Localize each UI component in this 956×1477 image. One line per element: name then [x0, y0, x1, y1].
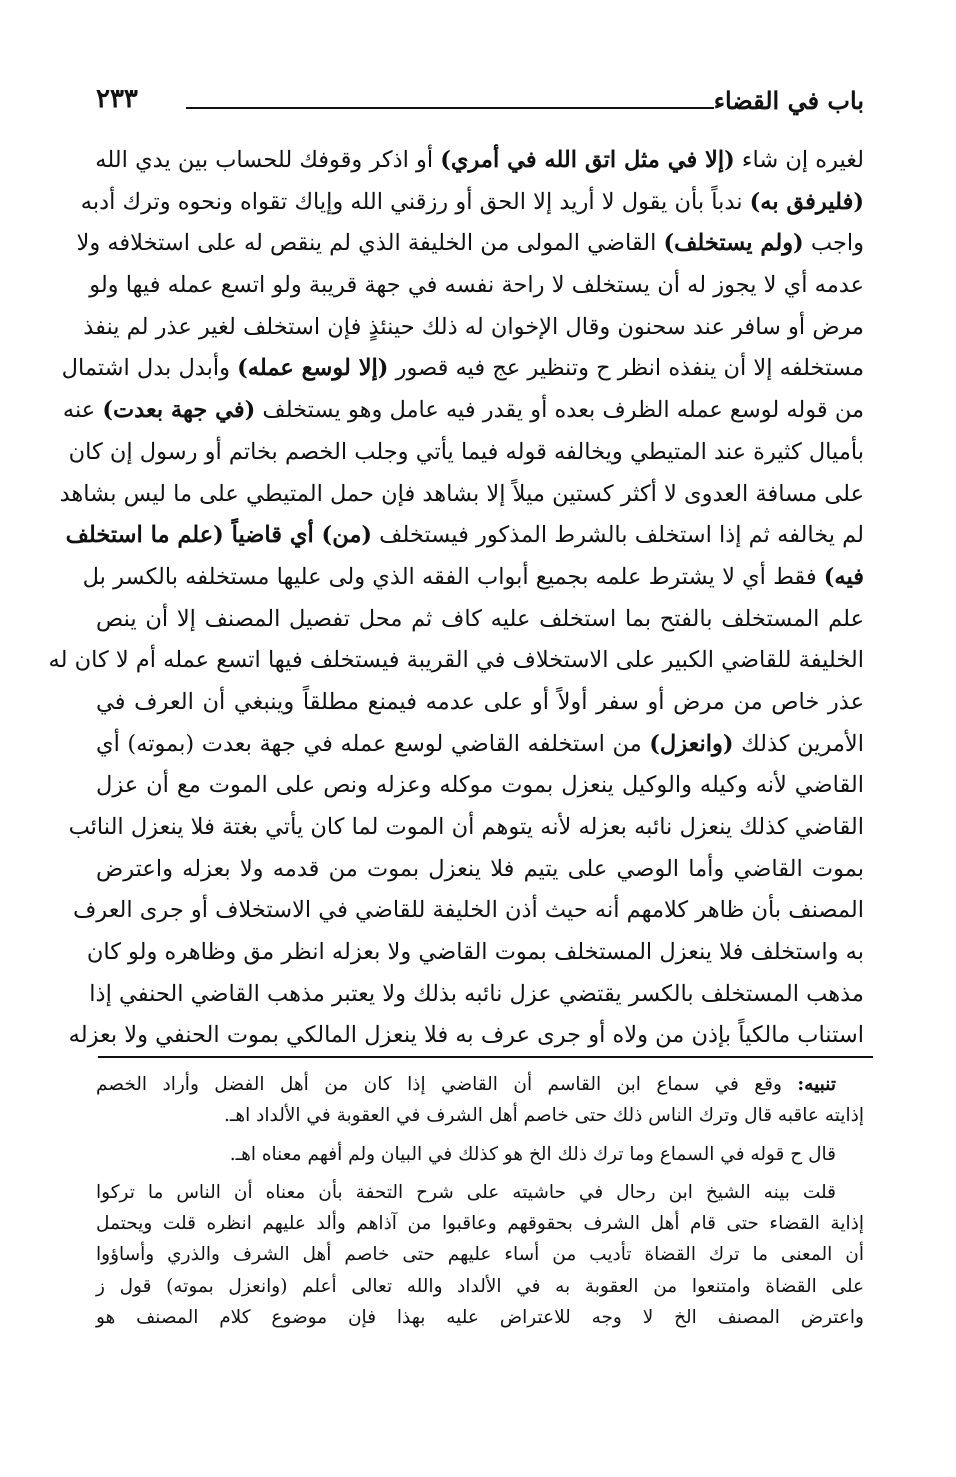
text-line: الخليفة للقاضي الكبير على الاستخلاف في القريبة فيستخلف فيها اتسع عمله أم لا كان له [48, 647, 864, 674]
text-line: الأمرين كذلك (وانعزل) من استخلفه القاضي لوسع عمله في جهة بعدت (بموته) أي [96, 730, 864, 757]
footnote-line: إذاية القضاء حتى قام أهل الشرف بحقوقهم وعاقبوا من آذاهم وألد عليهم انظره قلت ويحتمل [96, 1213, 864, 1235]
header-rule [186, 107, 714, 109]
text-line: لغيره إن شاء (إلا في مثل اتق الله في أمري) أو اذكر وقوفك للحساب بين يدي الله [95, 147, 864, 173]
text-line: عدمه أي لا يجوز له أن يستخلف لا راحة نفسه في جهة قريبة ولو اتسع عمله فيها ولو [89, 272, 864, 299]
footnote-line: قال ح قوله في السماع وما ترك ذلك الخ هو كذلك في البيان ولم أفهم معناه اهـ. [229, 1143, 836, 1165]
text-line: علم المستخلف بالفتح بما استخلف عليه كاف ثم محل تفصيل المصنف إلا أن ينص [96, 605, 864, 632]
text-line: من قوله لوسع عمله الظرف بعده أو يقدر فيه عامل وهو يستخلف (في جهة بعدت) عنه [62, 397, 864, 424]
footnote-line: قلت بينه الشيخ ابن رحال في حاشيته على شرح التحفة بأن معناه أن الناس ما تركوا [96, 1181, 836, 1203]
chapter-title: باب في القضاء [713, 86, 864, 115]
text-line: استناب مالكياً بإذن من ولاه أو جرى عرف به فلا ينعزل المالكي بموت الحنفي ولا بعزله [68, 1022, 864, 1049]
text-line: مرض أو سافر عند سحنون وقال الإخوان له ذلك حينئذٍ فإن استخلف لغير عذر لم ينفذ [83, 313, 864, 340]
text-line: (فليرفق به) ندباً بأن يقول لا أريد إلا الحق أو رزقني الله وإياك تقواه ونحوه وترك أدبه [80, 188, 864, 215]
footnote-line: تنبيه: وقع في سماع ابن القاسم أن القاضي إذا كان من أهل الفضل وأراد الخصم [96, 1074, 836, 1095]
main-text [48, 140, 864, 1060]
text-line: مستخلفه إلا أن ينفذه انظر ح وتنظير عج فيه قصور (إلا لوسع عمله) وأبدل بدل اشتمال [61, 355, 864, 382]
text-line: لم يخالفه ثم إذا استخلف بالشرط المذكور فيستخلف (من) أي قاضياً (علم ما استخلف [65, 522, 864, 549]
page-header [96, 80, 864, 120]
footnote-line: إذايته عاقبه قال وترك الناس ذلك حتى خاصم أهل الشرف في العقوبة في الألداد اهـ. [224, 1105, 864, 1127]
text-line: القاضي لأنه وكيله والوكيل ينعزل بموت موكله وعزله ونص على الموت مع أن عزل [96, 772, 864, 799]
footnote-line: واعترض المصنف الخ لا وجه للاعتراض عليه بهذا فإن موضوع كلام المصنف هو [96, 1307, 864, 1329]
text-line: على مسافة العدوى لا أكثر كستين ميلاً إلا بشاهد فإن حمل المتيطي على ما ليس بشاهد [59, 480, 864, 507]
text-line: به واستخلف فلا ينعزل المستخلف بموت القاضي ولا بعزله انظر مق وظاهره ولو كان [86, 939, 864, 966]
text-line: مذهب المستخلف بالكسر يقتضي عزل نائبه بذلك ولا يعتبر مذهب القاضي الحنفي إذا [89, 980, 864, 1007]
text-line: بموت القاضي وأما الوصي على يتيم فلا ينعزل بموت من قدمه ولا بعزله واعترض [96, 855, 864, 882]
page-number: ٢٣٣ [96, 84, 138, 114]
text-line: عذر خاص من مرض أو سفر أولاً أو على عدمه فيمنع مطلقاً وينبغي أن العرف في [96, 688, 864, 715]
text-line: فيه) فقط أي لا يشترط علمه بجميع أبواب الفقه الذي ولى عليها مستخلفه بالكسر بل [82, 563, 864, 590]
text-line: المصنف بأن ظاهر كلامهم أنه حيث أذن الخليفة للقاضي في الاستخلاف أو جرى العرف [72, 897, 864, 924]
text-line: واجب (ولم يستخلف) القاضي المولى من الخليفة الذي لم ينقص له على استخلافه ولا [76, 230, 864, 257]
footnote-line: على القضاة وامتنعوا من العقوبة به في الألداد والله تعالى أعلم (وانعزل بموته) قول ز [96, 1275, 864, 1297]
text-line: القاضي كذلك ينعزل نائبه بعزله لأنه يتوهم أن الموت لما كان يأتي بغتة فلا ينعزل النائب [68, 814, 864, 840]
footnote-separator [98, 1056, 873, 1058]
text-line: بأميال كثيرة عند المتيطي ويخالفه قوله فيما يأتي وجلب الخصم بخاتم أو رسول إن كان [68, 438, 864, 465]
footnote-line: أن المعنى ما ترك القضاة تأديب من أساء عليهم حتى خاصم أهل الشرف والذري وأساؤوا [96, 1244, 864, 1266]
footnotes [96, 1069, 864, 1333]
